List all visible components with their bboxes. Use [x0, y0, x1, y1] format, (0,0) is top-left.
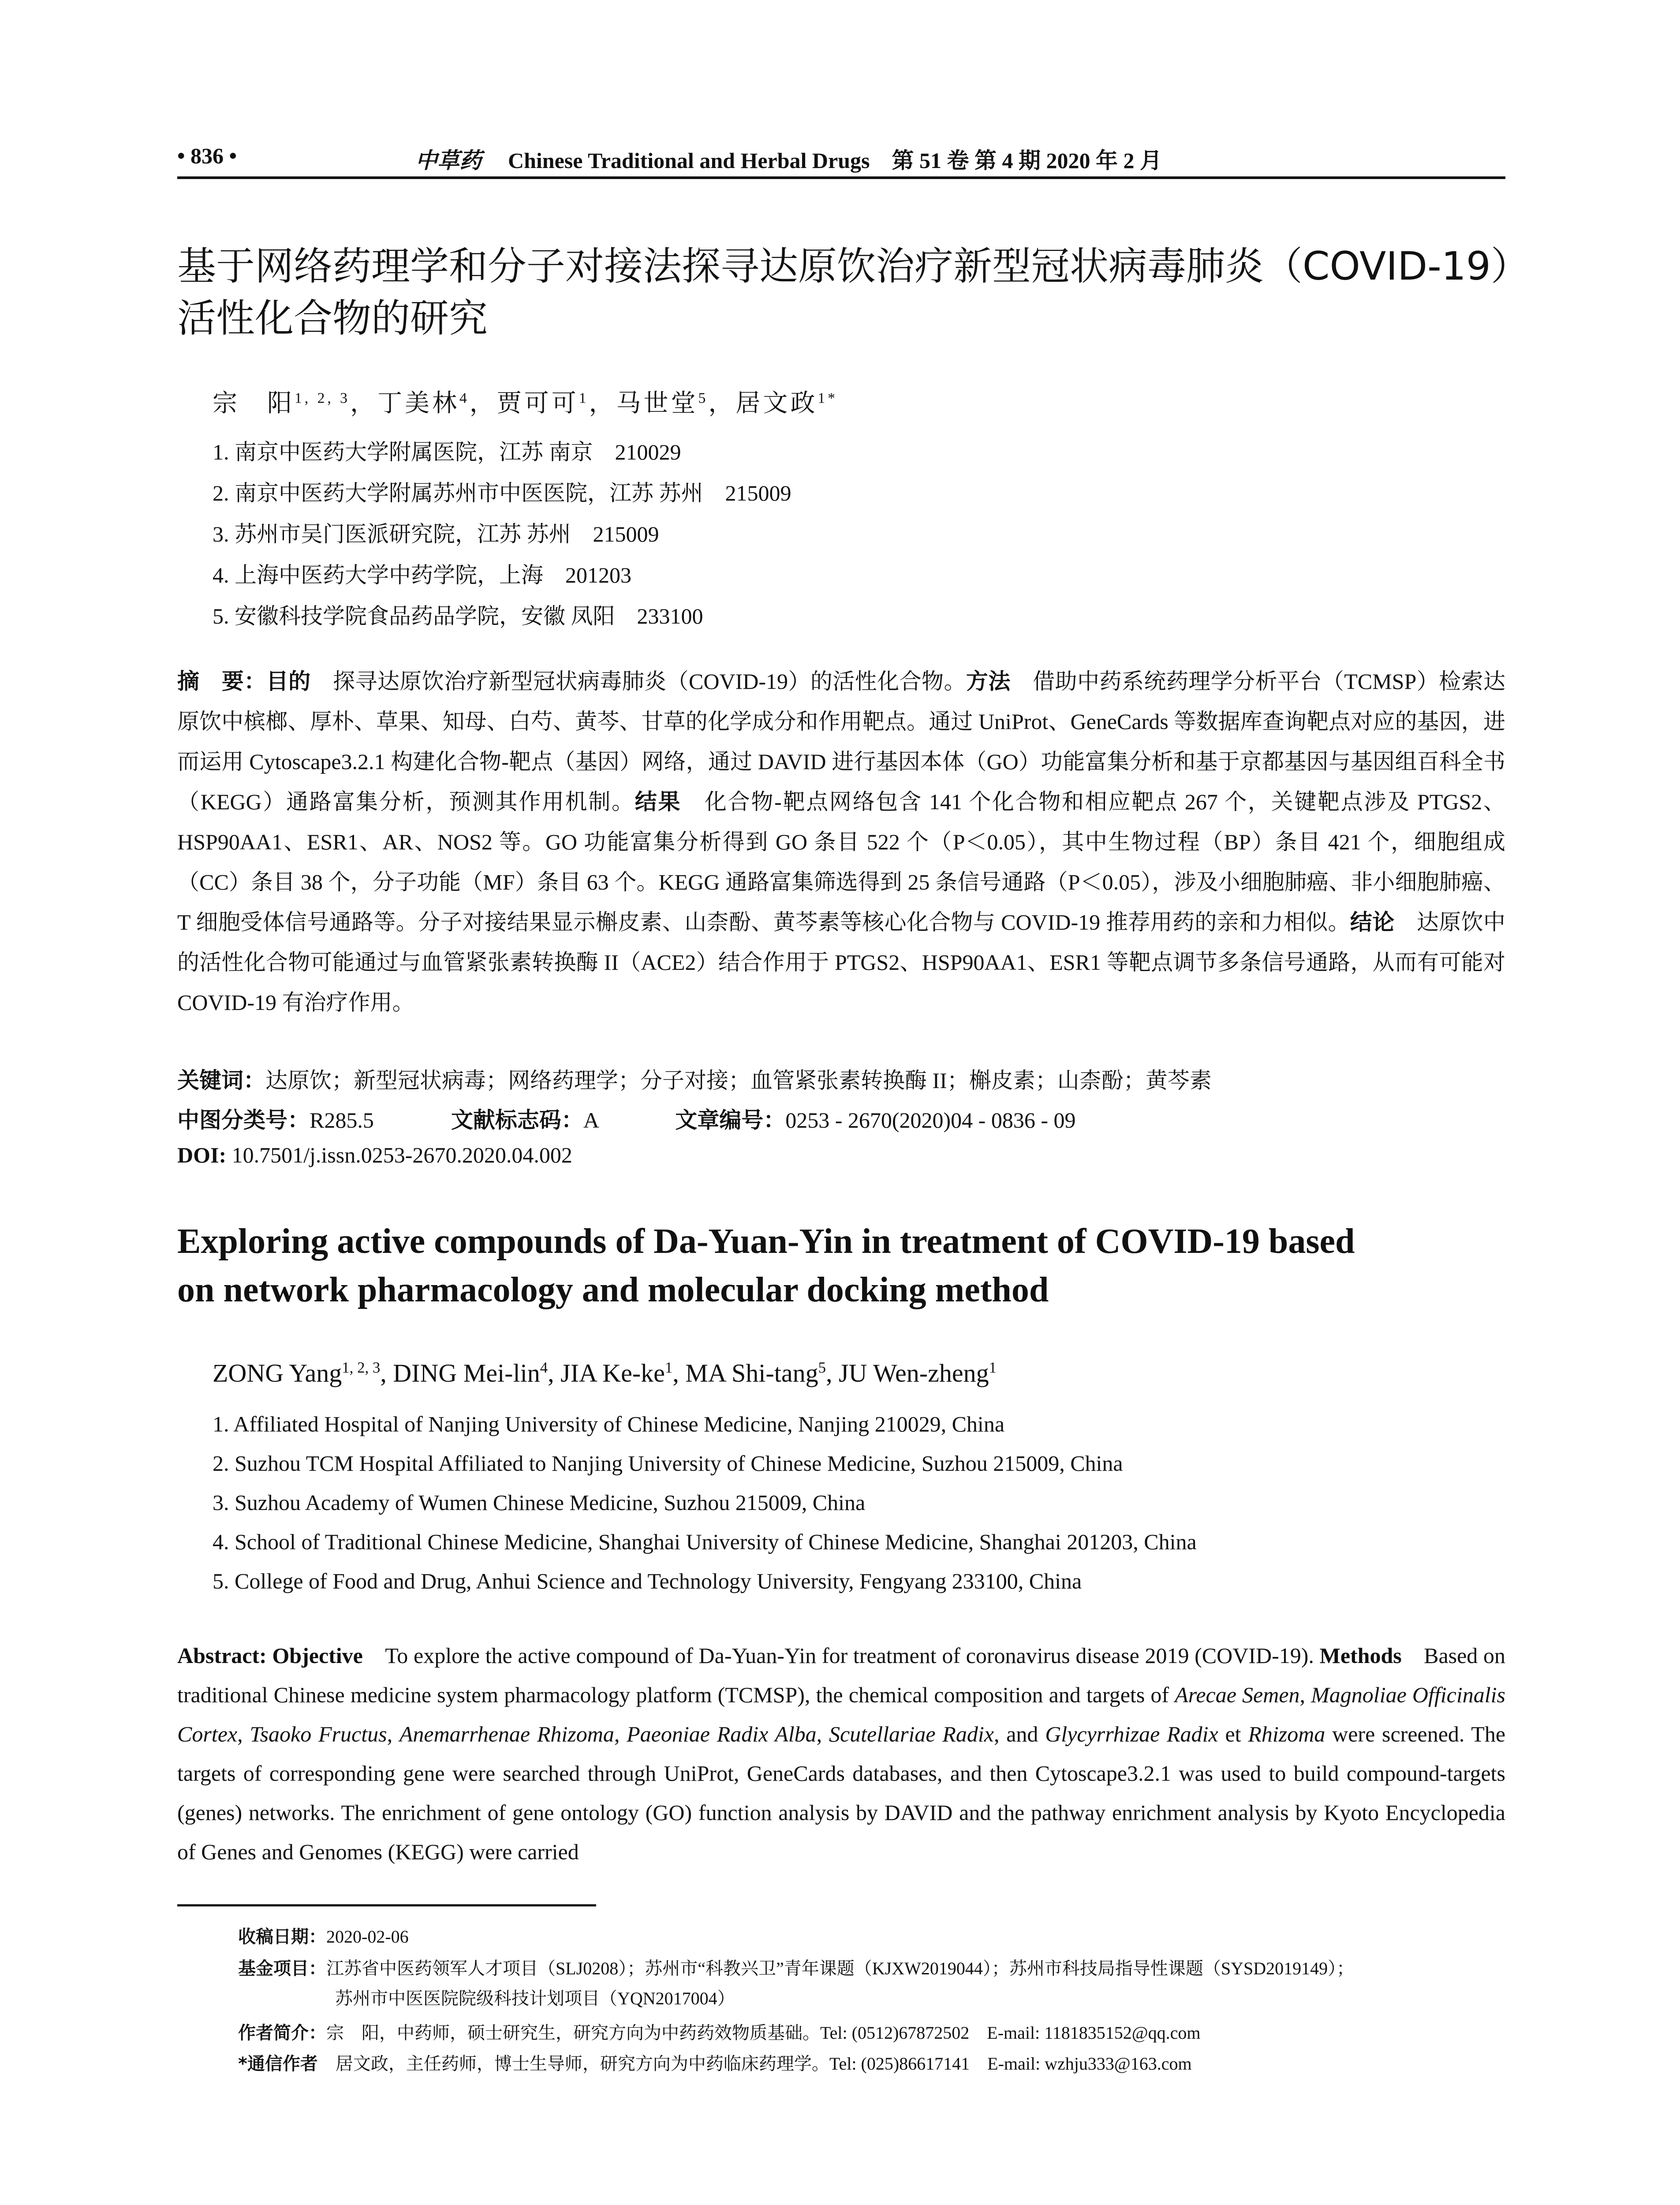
doc-code-label: 文献标志码： [451, 1107, 583, 1133]
herb-1: Arecae Semen [1175, 1682, 1300, 1707]
corr-label: *通信作者 [238, 2054, 318, 2074]
keywords-label: 关键词： [177, 1068, 265, 1093]
and-word: and [1006, 1722, 1045, 1746]
author-cn-3: 贾可可 [497, 390, 579, 417]
author-sep: ， [589, 390, 616, 417]
footnote-received [238, 1923, 409, 1948]
affiliation-en-4: 4. School of Traditional Chinese Medicine, Shanghai University of Chinese Medicine, Shanghai 201203, China [213, 1529, 1197, 1554]
conclusion-label-cn: 结论 [1350, 909, 1395, 935]
abstract-cn-label: 摘 要： [177, 669, 266, 694]
results-cn: 化合物-靶点网络包含 141 个化合物和相应靶点 267 个，关键靶点涉及 PTGS2、HSP90AA1、ESR1、AR、NOS2 等。GO 功能富集分析得到 GO 条目 522 个（P＜0.05），其中生物过程（BP）条目 421 个，细胞组成（CC）条目 38 个，分子功能（MF）条目 63 个。KEGG 通路富集筛选得到 25 条信号通路（P＜0.05），涉及小细胞肺癌、非小细胞肺癌、T 细胞受体信号通路等。分子对接结果显示槲皮素、山柰酚、黄芩素等核心化合物与 COVID-19 推荐用药的亲和力相似。 [177, 789, 1506, 934]
author-cn-2: 丁美林 [377, 390, 459, 417]
fund-label: 基金项目： [238, 1958, 326, 1979]
author-cn-5-sup: 1* [818, 390, 838, 407]
bio-text: 宗 阳，中药师，硕士研究生，研究方向为中药药效物质基础。Tel: (0512)67872502 E-mail: 1181835152@qq.com [326, 2023, 1201, 2043]
conclusion-cn: 达原饮中的活性化合物可能通过与血管紧张素转换酶 II（ACE2）结合作用于 PTGS2、HSP90AA1、ESR1 等靶点调节多条信号通路，从而有可能对 COVID-19 有治疗作用。 [177, 910, 1505, 1015]
herb-7a: Glycyrrhizae Radix [1045, 1722, 1218, 1746]
keywords-text: 达原饮；新型冠状病毒；网络药理学；分子对接；血管紧张素转换酶 II；槲皮素；山柰酚；黄芩素 [265, 1068, 1212, 1093]
author-en-4: , MA Shi-tang [672, 1359, 818, 1387]
title-en-line1: Exploring active compounds of Da-Yuan-Yin in treatment of COVID-19 based [177, 1222, 1355, 1261]
keywords-cn [177, 1063, 1212, 1095]
author-cn-3-sup: 1 [579, 390, 589, 407]
fund-line1: 江苏省中医药领军人才项目（SLJ0208）；苏州市“科教兴卫”青年课题（KJXW2019044）；苏州市科技局指导性课题（SYSD2019149）； [326, 1958, 1355, 1978]
author-cn-2-sup: 4 [459, 390, 470, 407]
header-rule [177, 176, 1505, 179]
doi-line [177, 1142, 572, 1168]
author-en-4-sup: 5 [818, 1359, 826, 1376]
author-cn-1: 宗 阳 [213, 390, 295, 417]
authors-en [213, 1358, 997, 1388]
affiliation-en-2: 2. Suzhou TCM Hospital Affiliated to Nanjing University of Chinese Medicine, Suzhou 215009, China [213, 1451, 1123, 1476]
author-en-2-sup: 4 [540, 1359, 548, 1376]
affiliation-cn-1: 1. 南京中医药大学附属医院，江苏 南京 210029 [213, 440, 681, 464]
herb-7b: Rhizoma [1248, 1722, 1325, 1746]
author-cn-4: 马世堂 [616, 390, 698, 417]
author-en-5: , JU Wen-zheng [826, 1359, 989, 1387]
herb-2: Magnoliae Officinalis Cortex [177, 1682, 1506, 1746]
author-en-2: , DING Mei-lin [380, 1359, 540, 1387]
received-label: 收稿日期： [238, 1927, 326, 1947]
herb-5: Paeoniae Radix Alba [627, 1722, 817, 1746]
results-label-cn: 结果 [635, 789, 682, 815]
affiliation-cn-2: 2. 南京中医药大学附属苏州市中医医院，江苏 苏州 215009 [213, 481, 791, 505]
affiliation-en-5: 5. College of Food and Drug, Anhui Science and Technology University, Fengyang 233100, China [213, 1569, 1082, 1593]
author-cn-5: 居文政 [735, 390, 818, 417]
methods-en-a: Based on traditional Chinese medicine system pharmacology platform (TCMSP), the chemical composition and targets of [177, 1643, 1505, 1707]
author-sep: ， [350, 390, 377, 417]
article-no-label: 文章编号： [675, 1107, 786, 1133]
affiliation-cn-4: 4. 上海中医药大学中药学院，上海 201203 [213, 563, 631, 587]
objective-en: To explore the active compound of Da-Yuan-Yin for treatment of coronavirus disease 2019 (COVID-19). [362, 1643, 1314, 1668]
footnote-bio [238, 2019, 1200, 2044]
herb-6: Scutellariae Radix [829, 1722, 994, 1746]
author-sep: ， [708, 390, 736, 417]
authors-cn [213, 384, 838, 419]
received-date: 2020-02-06 [326, 1927, 409, 1947]
author-en-1: ZONG Yang [213, 1359, 342, 1387]
objective-cn: 探寻达原饮治疗新型冠状病毒肺炎（COVID-19）的活性化合物。 [310, 669, 966, 694]
objective-label-cn: 目的 [266, 669, 311, 694]
author-en-5-sup: 1 [989, 1359, 997, 1376]
classification-line [177, 1102, 1075, 1134]
author-sep: ， [469, 390, 497, 417]
footnote-rule [177, 1904, 596, 1906]
running-header [177, 139, 1505, 175]
author-cn-1-sup: 1, 2, 3 [295, 390, 350, 407]
footnote-fund-line2: 苏州市中医医院院级科技计划项目（YQN2017004） [335, 1988, 735, 2008]
affiliation-en-1: 1. Affiliated Hospital of Nanjing University of Chinese Medicine, Nanjing 210029, China [213, 1412, 1005, 1436]
affiliation-en-3: 3. Suzhou Academy of Wumen Chinese Medicine, Suzhou 215009, China [213, 1490, 866, 1515]
title-cn-line1: 基于网络药理学和分子对接法探寻达原饮治疗新型冠状病毒肺炎（COVID-19） [177, 243, 1530, 289]
footnote-fund [238, 1955, 1354, 1980]
article-no-value: 0253 - 2670(2020)04 - 0836 - 09 [785, 1108, 1076, 1132]
title-cn [177, 240, 1530, 344]
title-en-line2: on network pharmacology and molecular docking method [177, 1271, 1049, 1309]
author-cn-4-sup: 5 [698, 390, 709, 407]
methods-label-cn: 方法 [966, 669, 1011, 694]
author-en-3: , JIA Ke-ke [548, 1359, 665, 1387]
author-en-1-sup: 1, 2, 3 [342, 1359, 381, 1376]
title-cn-line2: 活性化合物的研究 [177, 295, 488, 341]
abstract-cn [177, 662, 1505, 1023]
corr-text: 居文政，主任药师，博士生导师，研究方向为中药临床药理学。Tel: (025)86617141 E-mail: wzhju333@163.com [317, 2054, 1192, 2074]
journal-issue: 第 51 卷 第 4 期 2020 年 2 月 [892, 148, 1162, 173]
clc-value: R285.5 [310, 1108, 374, 1132]
doc-code-value: A [583, 1108, 598, 1132]
methods-cn: 借助中药系统药理学分析平台（TCMSP）检索达原饮中槟榔、厚朴、草果、知母、白芍、黄芩、甘草的化学成分和作用靶点。通过 UniProt、GeneCards 等数据库查询靶点对应的基因，进而运用 Cytoscape3.2.1 构建化合物-靶点（基因）网络，通过 DAVID 进行基因本体（GO）功能富集分析和基于京都基因与基因组百科全书（KEGG）通路富集分析，预测其作用机制。 [177, 669, 1506, 814]
author-en-3-sup: 1 [665, 1359, 673, 1376]
et-word: et [1218, 1722, 1248, 1746]
page-number: • 836 • [177, 143, 237, 168]
journal-logo-cn: 中草药 [415, 148, 482, 173]
doi-label: DOI: [177, 1143, 227, 1167]
footnote-corresponding [238, 2050, 1192, 2075]
methods-en-b: were screened. The targets of corresponding gene were searched through UniProt, GeneCards databases, and then Cytoscape3.2.1 was used to build compound-targets (genes) networks. The enrichment of gene ontology (GO) function analysis by DAVID and the pathway enrichment analysis by Kyoto Encyclopedia of Genes and Genomes (KEGG) were carried [177, 1722, 1506, 1864]
doi-value: 10.7501/j.issn.0253-2670.2020.04.002 [226, 1143, 572, 1167]
title-en [177, 1217, 1518, 1314]
herb-3: Tsaoko Fructus [250, 1722, 387, 1746]
affiliation-cn-5: 5. 安徽科技学院食品药品学院，安徽 凤阳 233100 [213, 604, 703, 628]
journal-name-en: Chinese Traditional and Herbal Drugs [508, 148, 870, 173]
clc-label: 中图分类号： [177, 1107, 310, 1133]
abstract-en-label: Abstract: Objective [177, 1643, 363, 1668]
herb-4: Anemarrhenae Rhizoma [399, 1722, 614, 1746]
journal-line [415, 143, 1162, 175]
methods-label-en: Methods [1319, 1643, 1402, 1668]
abstract-en: Abstract: Objective To explore the active compound of Da-Yuan-Yin for treatment of coronavirus disease 2019 (COVID-19). Methods Based on traditional Chinese medicine system pharmacology platform (TCMSP), the chemical composition and targets of Arecae Semen, Magnoliae Officinalis Cortex, Tsaoko Fructus, Anemarrhenae Rhizoma, Paeoniae Radix Alba, Scutellariae Radix, and Glycyrrhizae Radix et Rhizoma were screened. The targets of corresponding gene were searched through UniProt, GeneCards databases, and then Cytoscape3.2.1 was used to build compound-targets (genes) networks. The enrichment of gene ontology (GO) function analysis by DAVID and the pathway enrichment analysis by Kyoto Encyclopedia of Genes and Genomes (KEGG) were carried [177, 1643, 1506, 1864]
affiliation-cn-3: 3. 苏州市吴门医派研究院，江苏 苏州 215009 [213, 522, 659, 546]
bio-label: 作者简介： [238, 2023, 326, 2043]
